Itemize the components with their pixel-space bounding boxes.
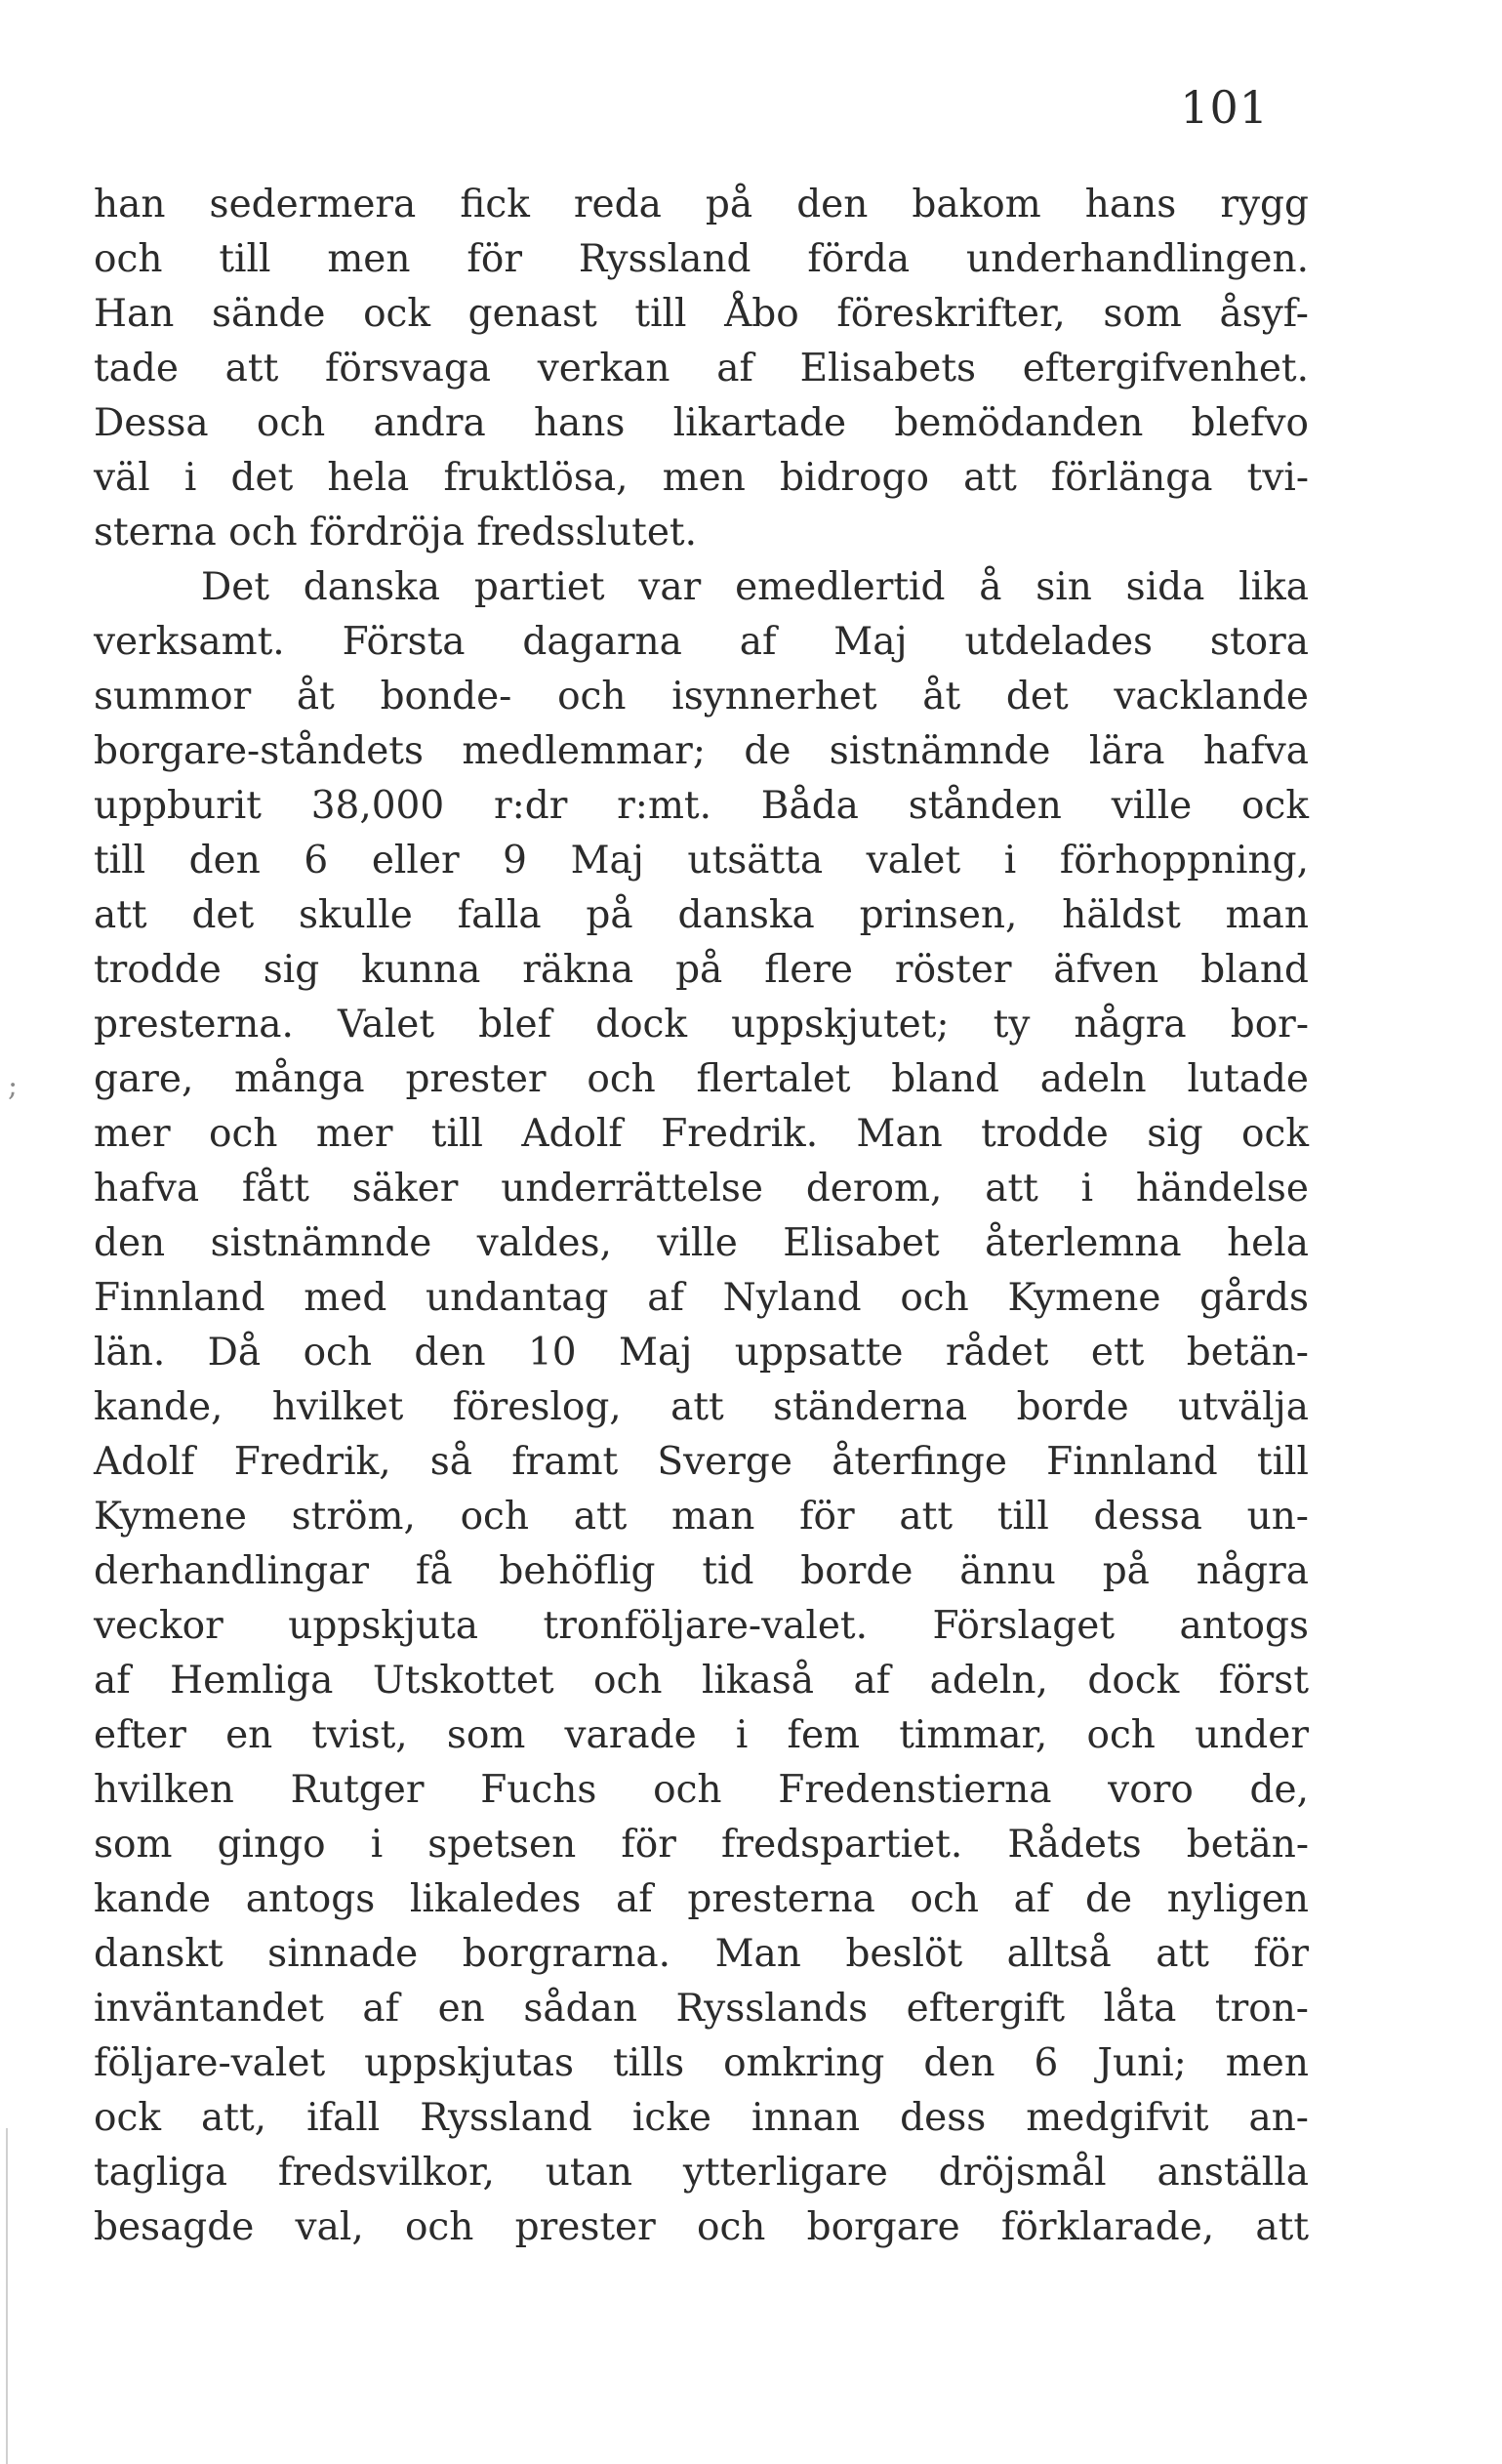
text-line: hvilken Rutger Fuchs och Fredenstierna voro de, (94, 1768, 1309, 1812)
text-line: Finnland med undantag af Nyland och Kymene gårds (94, 1276, 1309, 1320)
text-line: län. Då och den 10 Maj uppsatte rådet ett betän- (94, 1331, 1309, 1375)
text-line: och till men för Ryssland förda underhandlingen. (94, 237, 1309, 281)
text-line: att det skulle falla på danska prinsen, häldst man (94, 893, 1309, 937)
text-line: väl i det hela fruktlösa, men bidrogo att förlänga tvi- (94, 456, 1309, 500)
text-line: kande, hvilket föreslog, att ständerna borde utvälja (94, 1385, 1309, 1429)
text-line: Det danska partiet var emedlertid å sin sida lika (201, 565, 1309, 609)
text-line: han sedermera fick reda på den bakom hans rygg (94, 183, 1309, 226)
text-line: mer och mer till Adolf Fredrik. Man trodde sig ock (94, 1112, 1309, 1156)
text-line: tagliga fredsvilkor, utan ytterligare dröjsmål anställa (94, 2151, 1309, 2195)
text-line: uppburit 38,000 r:dr r:mt. Båda stånden ville ock (94, 784, 1309, 828)
text-line: inväntandet af en sådan Rysslands eftergift låta tron- (94, 1987, 1309, 2031)
text-line: trodde sig kunna räkna på flere röster äfven bland (94, 948, 1309, 992)
text-line: tade att försvaga verkan af Elisabets eftergifvenhet. (94, 347, 1309, 390)
text-line: af Hemliga Utskottet och likaså af adeln, dock först (94, 1659, 1309, 1703)
text-line: kande antogs likaledes af presterna och af de nyligen (94, 1877, 1309, 1921)
text-line: sterna och fördröja fredsslutet. (94, 511, 697, 554)
margin-mark: ; (8, 1069, 19, 1103)
text-line: Dessa och andra hans likartade bemödanden blefvo (94, 401, 1309, 445)
text-line: hafva fått säker underrättelse derom, att i händelse (94, 1167, 1309, 1211)
text-line: besagde val, och prester och borgare förklarade, att (94, 2205, 1309, 2249)
text-line: summor åt bonde- och isynnerhet åt det vacklande (94, 675, 1309, 719)
text-line: veckor uppskjuta tronföljare-valet. Förslaget antogs (94, 1604, 1309, 1648)
text-line: till den 6 eller 9 Maj utsätta valet i förhoppning, (94, 839, 1309, 883)
text-line: efter en tvist, som varade i fem timmar, och under (94, 1713, 1309, 1757)
text-line: följare-valet uppskjutas tills omkring den 6 Juni; men (94, 2041, 1309, 2085)
text-line: danskt sinnade borgrarna. Man beslöt alltså att för (94, 1932, 1309, 1976)
text-line: Han sände ock genast till Åbo föreskrifter, som åsyf- (94, 292, 1309, 336)
text-line: gare, många prester och flertalet bland adeln lutade (94, 1057, 1309, 1101)
body-text (94, 178, 1309, 2255)
text-line: som gingo i spetsen för fredspartiet. Rådets betän- (94, 1823, 1309, 1867)
page-edge-rule (6, 2128, 8, 2464)
text-line: Adolf Fredrik, så framt Sverge återfinge Finnland till (94, 1440, 1309, 1484)
text-line: derhandlingar få behöflig tid borde ännu på några (94, 1549, 1309, 1593)
text-line: ock att, ifall Ryssland icke innan dess medgifvit an- (94, 2096, 1309, 2140)
text-line: verksamt. Första dagarna af Maj utdelades stora (94, 620, 1309, 664)
text-line: den sistnämnde valdes, ville Elisabet återlemna hela (94, 1221, 1309, 1265)
text-line: Kymene ström, och att man för att till dessa un- (94, 1495, 1309, 1539)
text-line: presterna. Valet blef dock uppskjutet; ty några bor- (94, 1003, 1309, 1047)
text-line: borgare-ståndets medlemmar; de sistnämnde lära hafva (94, 729, 1309, 773)
page-number: 101 (1180, 81, 1269, 134)
